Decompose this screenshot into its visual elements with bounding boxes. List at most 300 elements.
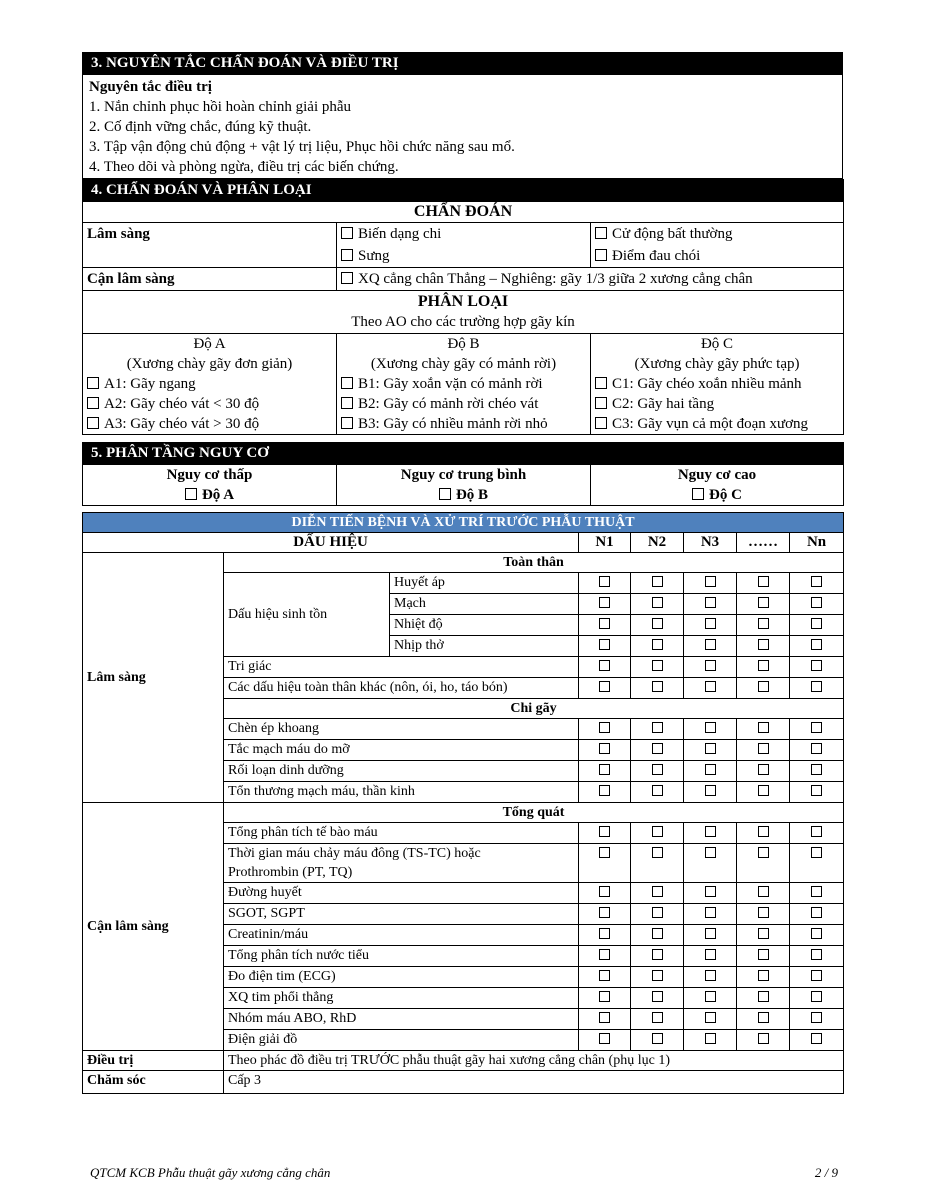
checkbox-cell[interactable] bbox=[737, 657, 790, 678]
classification-title: PHÂN LOẠI bbox=[417, 293, 509, 310]
can-lam-sang-group-label: Cận lâm sàng bbox=[83, 803, 224, 1051]
checkbox-cell[interactable] bbox=[579, 1009, 631, 1030]
checkbox-cell[interactable] bbox=[631, 1009, 684, 1030]
checkbox-item[interactable] bbox=[595, 245, 839, 267]
checkbox-icon[interactable] bbox=[595, 377, 607, 389]
checkbox-cell[interactable] bbox=[790, 678, 844, 699]
checkbox-icon[interactable] bbox=[811, 743, 822, 754]
checkbox-icon[interactable] bbox=[185, 488, 197, 500]
checkbox-icon[interactable] bbox=[758, 618, 769, 629]
checkbox-item[interactable] bbox=[595, 485, 839, 505]
checkbox-cell[interactable] bbox=[737, 904, 790, 925]
checkbox-cell[interactable] bbox=[579, 740, 631, 761]
checkbox-cell[interactable] bbox=[737, 844, 790, 883]
checkbox-icon[interactable] bbox=[599, 743, 610, 754]
checkbox-label: Sưng bbox=[358, 248, 390, 264]
day-header: …… bbox=[737, 533, 790, 553]
checkbox-cell[interactable] bbox=[631, 636, 684, 657]
checkbox-icon[interactable] bbox=[599, 660, 610, 671]
row-label: Nhịp thở bbox=[390, 636, 579, 657]
checkbox-icon[interactable] bbox=[341, 397, 353, 409]
checkbox-icon[interactable] bbox=[758, 764, 769, 775]
checkbox-icon[interactable] bbox=[341, 227, 353, 239]
grade-desc: (Xương chày gãy phức tạp) bbox=[634, 356, 800, 372]
principle-item: 4. Theo dõi và phòng ngừa, điều trị các biến chứng. bbox=[89, 159, 399, 175]
checkbox-icon[interactable] bbox=[599, 597, 610, 608]
checkbox-cell[interactable] bbox=[579, 678, 631, 699]
checkbox-item[interactable] bbox=[341, 374, 586, 394]
checkbox-icon[interactable] bbox=[811, 847, 822, 858]
day-header: Nn bbox=[790, 533, 844, 553]
checkbox-cell[interactable] bbox=[579, 925, 631, 946]
checkbox-icon[interactable] bbox=[705, 764, 716, 775]
checkbox-icon[interactable] bbox=[705, 1012, 716, 1023]
checkbox-icon[interactable] bbox=[811, 576, 822, 587]
page-number: 2 / 9 bbox=[814, 1165, 838, 1180]
checkbox-icon[interactable] bbox=[811, 597, 822, 608]
checkbox-cell[interactable] bbox=[631, 1030, 684, 1051]
risk-title: Nguy cơ thấp bbox=[166, 467, 253, 483]
checkbox-cell[interactable] bbox=[684, 1030, 737, 1051]
can-lam-sang-label: Cận lâm sàng bbox=[83, 268, 337, 291]
checkbox-icon[interactable] bbox=[811, 722, 822, 733]
page-footer bbox=[90, 1165, 838, 1181]
checkbox-cell[interactable] bbox=[737, 782, 790, 803]
section-3-body bbox=[83, 75, 843, 179]
checkbox-cell[interactable] bbox=[631, 678, 684, 699]
checkbox-icon[interactable] bbox=[705, 1033, 716, 1044]
row-label: Đường huyết bbox=[224, 883, 579, 904]
checkbox-cell[interactable] bbox=[631, 657, 684, 678]
checkbox-icon[interactable] bbox=[599, 618, 610, 629]
checkbox-cell[interactable] bbox=[790, 946, 844, 967]
principle-item: 1. Nắn chỉnh phục hồi hoàn chỉnh giải phẫu bbox=[89, 99, 352, 115]
checkbox-item[interactable] bbox=[341, 414, 586, 434]
checkbox-cell[interactable] bbox=[737, 573, 790, 594]
checkbox-icon[interactable] bbox=[811, 949, 822, 960]
checkbox-cell[interactable] bbox=[579, 988, 631, 1009]
checkbox-cell[interactable] bbox=[579, 594, 631, 615]
checkbox-cell[interactable] bbox=[579, 904, 631, 925]
checkbox-label: A3: Gãy chéo vát > 30 độ bbox=[104, 416, 260, 432]
checkbox-icon[interactable] bbox=[811, 970, 822, 981]
can-lam-sang-item[interactable] bbox=[337, 268, 844, 291]
checkbox-cell[interactable] bbox=[684, 782, 737, 803]
checkbox-icon[interactable] bbox=[705, 991, 716, 1002]
checkbox-cell[interactable] bbox=[579, 1030, 631, 1051]
checkbox-label: XQ cẳng chân Thẳng – Nghiêng: gãy 1/3 giữa 2 xương cẳng chân bbox=[358, 271, 753, 287]
checkbox-cell[interactable] bbox=[579, 883, 631, 904]
checkbox-cell[interactable] bbox=[684, 883, 737, 904]
checkbox-cell[interactable] bbox=[737, 678, 790, 699]
checkbox-cell[interactable] bbox=[684, 844, 737, 883]
checkbox-icon[interactable] bbox=[758, 949, 769, 960]
checkbox-cell[interactable] bbox=[737, 823, 790, 844]
sign-header: DẤU HIỆU bbox=[83, 533, 579, 553]
dieu-tri-label: Điều trị bbox=[83, 1051, 224, 1071]
checkbox-icon[interactable] bbox=[811, 639, 822, 650]
checkbox-icon[interactable] bbox=[595, 249, 607, 261]
checkbox-icon[interactable] bbox=[599, 764, 610, 775]
checkbox-item[interactable] bbox=[595, 223, 839, 245]
checkbox-cell[interactable] bbox=[790, 823, 844, 844]
checkbox-icon[interactable] bbox=[758, 847, 769, 858]
checkbox-label: Độ B bbox=[455, 487, 489, 503]
checkbox-icon[interactable] bbox=[652, 785, 663, 796]
checkbox-icon[interactable] bbox=[652, 660, 663, 671]
lam-sang-col1 bbox=[337, 223, 591, 268]
checkbox-icon[interactable] bbox=[652, 764, 663, 775]
checkbox-cell[interactable] bbox=[790, 615, 844, 636]
checkbox-icon[interactable] bbox=[811, 618, 822, 629]
row-label: XQ tim phổi thẳng bbox=[224, 988, 579, 1009]
checkbox-icon[interactable] bbox=[705, 576, 716, 587]
checkbox-item[interactable] bbox=[341, 485, 586, 505]
checkbox-cell[interactable] bbox=[790, 719, 844, 740]
checkbox-icon[interactable] bbox=[595, 417, 607, 429]
section-4-table bbox=[82, 179, 844, 435]
checkbox-cell[interactable] bbox=[631, 988, 684, 1009]
checkbox-cell[interactable] bbox=[790, 967, 844, 988]
checkbox-icon[interactable] bbox=[652, 1033, 663, 1044]
checkbox-cell[interactable] bbox=[790, 904, 844, 925]
checkbox-cell[interactable] bbox=[579, 844, 631, 883]
checkbox-icon[interactable] bbox=[599, 970, 610, 981]
checkbox-cell[interactable] bbox=[790, 740, 844, 761]
checkbox-icon[interactable] bbox=[758, 743, 769, 754]
checkbox-icon[interactable] bbox=[705, 639, 716, 650]
checkbox-item[interactable] bbox=[87, 394, 332, 414]
checkbox-icon[interactable] bbox=[652, 949, 663, 960]
checkbox-cell[interactable] bbox=[579, 946, 631, 967]
checkbox-item[interactable] bbox=[595, 374, 839, 394]
checkbox-cell[interactable] bbox=[631, 740, 684, 761]
checkbox-icon[interactable] bbox=[705, 722, 716, 733]
checkbox-cell[interactable] bbox=[684, 573, 737, 594]
checkbox-cell[interactable] bbox=[790, 844, 844, 883]
checkbox-icon[interactable] bbox=[758, 785, 769, 796]
checkbox-cell[interactable] bbox=[790, 761, 844, 782]
checkbox-icon[interactable] bbox=[652, 991, 663, 1002]
checkbox-cell[interactable] bbox=[737, 967, 790, 988]
checkbox-icon[interactable] bbox=[652, 681, 663, 692]
checkbox-icon[interactable] bbox=[599, 847, 610, 858]
checkbox-cell[interactable] bbox=[737, 883, 790, 904]
checkbox-icon[interactable] bbox=[599, 826, 610, 837]
grade-a bbox=[83, 334, 337, 435]
checkbox-icon[interactable] bbox=[758, 1033, 769, 1044]
checkbox-cell[interactable] bbox=[737, 761, 790, 782]
checkbox-cell[interactable] bbox=[737, 719, 790, 740]
checkbox-cell[interactable] bbox=[631, 925, 684, 946]
row-label: Nhóm máu ABO, RhD bbox=[224, 1009, 579, 1030]
checkbox-icon[interactable] bbox=[652, 743, 663, 754]
dieu-tri-value: Theo phác đồ điều trị TRƯỚC phẫu thuật gãy hai xương cẳng chân (phụ lục 1) bbox=[224, 1051, 844, 1071]
checkbox-icon[interactable] bbox=[705, 970, 716, 981]
checkbox-icon[interactable] bbox=[705, 785, 716, 796]
checkbox-icon[interactable] bbox=[652, 576, 663, 587]
checkbox-item[interactable] bbox=[87, 414, 332, 434]
checkbox-icon[interactable] bbox=[652, 886, 663, 897]
checkbox-icon[interactable] bbox=[652, 970, 663, 981]
classification-header bbox=[83, 291, 844, 334]
checkbox-icon[interactable] bbox=[652, 1012, 663, 1023]
checkbox-cell[interactable] bbox=[579, 615, 631, 636]
checkbox-icon[interactable] bbox=[758, 991, 769, 1002]
checkbox-label: Điểm đau chói bbox=[612, 248, 701, 264]
day-header: N2 bbox=[631, 533, 684, 553]
row-label: Tổn thương mạch máu, thần kinh bbox=[224, 782, 579, 803]
checkbox-cell[interactable] bbox=[737, 636, 790, 657]
checkbox-icon[interactable] bbox=[705, 949, 716, 960]
checkbox-cell[interactable] bbox=[579, 657, 631, 678]
checkbox-cell[interactable] bbox=[737, 1009, 790, 1030]
risk-low bbox=[83, 465, 337, 506]
checkbox-icon[interactable] bbox=[811, 928, 822, 939]
checkbox-icon[interactable] bbox=[705, 597, 716, 608]
checkbox-label: C2: Gãy hai tầng bbox=[612, 396, 715, 412]
diagnosis-title: CHẨN ĐOÁN bbox=[83, 202, 844, 223]
checkbox-cell[interactable] bbox=[579, 636, 631, 657]
checkbox-label: Độ A bbox=[201, 487, 235, 503]
checkbox-cell[interactable] bbox=[684, 615, 737, 636]
principle-item: 2. Cố định vững chắc, đúng kỹ thuật. bbox=[89, 119, 312, 135]
checkbox-icon[interactable] bbox=[599, 785, 610, 796]
checkbox-icon[interactable] bbox=[599, 1033, 610, 1044]
risk-title: Nguy cơ trung bình bbox=[400, 467, 527, 483]
checkbox-icon[interactable] bbox=[599, 681, 610, 692]
footer-title: QTCM KCB Phẫu thuật gãy xương cẳng chân bbox=[90, 1165, 331, 1180]
checkbox-cell[interactable] bbox=[631, 904, 684, 925]
checkbox-icon[interactable] bbox=[758, 576, 769, 587]
checkbox-item[interactable] bbox=[595, 414, 839, 434]
checkbox-icon[interactable] bbox=[705, 743, 716, 754]
checkbox-cell[interactable] bbox=[579, 761, 631, 782]
checkbox-cell[interactable] bbox=[790, 782, 844, 803]
checkbox-icon[interactable] bbox=[811, 785, 822, 796]
checkbox-cell[interactable] bbox=[684, 657, 737, 678]
progress-table bbox=[82, 512, 844, 1094]
checkbox-label: C1: Gãy chéo xoắn nhiều mảnh bbox=[612, 376, 802, 392]
row-label: Mạch bbox=[390, 594, 579, 615]
checkbox-icon[interactable] bbox=[692, 488, 704, 500]
grade-name: Độ B bbox=[447, 336, 480, 352]
checkbox-cell[interactable] bbox=[737, 988, 790, 1009]
checkbox-cell[interactable] bbox=[737, 740, 790, 761]
checkbox-cell[interactable] bbox=[631, 615, 684, 636]
checkbox-cell[interactable] bbox=[579, 967, 631, 988]
checkbox-icon[interactable] bbox=[758, 928, 769, 939]
checkbox-cell[interactable] bbox=[737, 1030, 790, 1051]
checkbox-label: B2: Gãy có mảnh rời chéo vát bbox=[358, 396, 539, 412]
checkbox-cell[interactable] bbox=[790, 636, 844, 657]
checkbox-cell[interactable] bbox=[631, 573, 684, 594]
checkbox-icon[interactable] bbox=[341, 377, 353, 389]
checkbox-icon[interactable] bbox=[705, 907, 716, 918]
checkbox-cell[interactable] bbox=[579, 573, 631, 594]
checkbox-icon[interactable] bbox=[652, 722, 663, 733]
checkbox-icon[interactable] bbox=[811, 681, 822, 692]
checkbox-icon[interactable] bbox=[652, 847, 663, 858]
document-page bbox=[82, 52, 843, 1094]
checkbox-icon[interactable] bbox=[652, 597, 663, 608]
checkbox-label: A1: Gãy ngang bbox=[104, 376, 196, 392]
checkbox-icon[interactable] bbox=[811, 886, 822, 897]
checkbox-cell[interactable] bbox=[684, 967, 737, 988]
checkbox-icon[interactable] bbox=[758, 660, 769, 671]
checkbox-cell[interactable] bbox=[684, 719, 737, 740]
checkbox-item[interactable] bbox=[341, 223, 586, 245]
checkbox-cell[interactable] bbox=[631, 967, 684, 988]
checkbox-cell[interactable] bbox=[631, 719, 684, 740]
checkbox-icon[interactable] bbox=[599, 886, 610, 897]
checkbox-cell[interactable] bbox=[737, 925, 790, 946]
checkbox-cell[interactable] bbox=[737, 594, 790, 615]
lam-sang-group-label: Lâm sàng bbox=[83, 553, 224, 803]
checkbox-cell[interactable] bbox=[684, 594, 737, 615]
checkbox-cell[interactable] bbox=[684, 946, 737, 967]
section-5-table bbox=[82, 442, 844, 506]
checkbox-icon[interactable] bbox=[87, 397, 99, 409]
checkbox-cell[interactable] bbox=[631, 946, 684, 967]
checkbox-cell[interactable] bbox=[631, 823, 684, 844]
row-label: Các dấu hiệu toàn thân khác (nôn, ói, ho, táo bón) bbox=[224, 678, 579, 699]
checkbox-icon[interactable] bbox=[87, 417, 99, 429]
checkbox-icon[interactable] bbox=[705, 681, 716, 692]
checkbox-icon[interactable] bbox=[811, 826, 822, 837]
checkbox-cell[interactable] bbox=[684, 1009, 737, 1030]
row-label: SGOT, SGPT bbox=[224, 904, 579, 925]
checkbox-icon[interactable] bbox=[811, 1012, 822, 1023]
checkbox-cell[interactable] bbox=[684, 761, 737, 782]
checkbox-cell[interactable] bbox=[790, 883, 844, 904]
checkbox-icon[interactable] bbox=[758, 886, 769, 897]
checkbox-cell[interactable] bbox=[790, 1009, 844, 1030]
grade-name: Độ A bbox=[193, 336, 226, 352]
checkbox-cell[interactable] bbox=[684, 823, 737, 844]
risk-title: Nguy cơ cao bbox=[677, 467, 757, 483]
checkbox-icon[interactable] bbox=[811, 907, 822, 918]
tong-quat-label: Tổng quát bbox=[224, 803, 844, 823]
checkbox-icon[interactable] bbox=[599, 1012, 610, 1023]
section-3-subtitle: Nguyên tắc điều trị bbox=[89, 79, 212, 95]
checkbox-icon[interactable] bbox=[599, 907, 610, 918]
checkbox-cell[interactable] bbox=[684, 678, 737, 699]
checkbox-icon[interactable] bbox=[652, 639, 663, 650]
checkbox-icon[interactable] bbox=[599, 991, 610, 1002]
checkbox-icon[interactable] bbox=[652, 907, 663, 918]
checkbox-cell[interactable] bbox=[684, 925, 737, 946]
checkbox-icon[interactable] bbox=[599, 928, 610, 939]
checkbox-icon[interactable] bbox=[599, 639, 610, 650]
checkbox-icon[interactable] bbox=[595, 397, 607, 409]
classification-subtitle: Theo AO cho các trường hợp gãy kín bbox=[351, 314, 575, 330]
checkbox-item[interactable] bbox=[87, 485, 332, 505]
checkbox-cell[interactable] bbox=[631, 844, 684, 883]
checkbox-icon[interactable] bbox=[705, 886, 716, 897]
toan-than-label: Toàn thân bbox=[224, 553, 844, 573]
checkbox-cell[interactable] bbox=[579, 823, 631, 844]
checkbox-icon[interactable] bbox=[811, 991, 822, 1002]
checkbox-icon[interactable] bbox=[705, 826, 716, 837]
checkbox-cell[interactable] bbox=[684, 988, 737, 1009]
checkbox-cell[interactable] bbox=[790, 1030, 844, 1051]
checkbox-icon[interactable] bbox=[599, 722, 610, 733]
checkbox-cell[interactable] bbox=[684, 740, 737, 761]
checkbox-cell[interactable] bbox=[684, 636, 737, 657]
checkbox-icon[interactable] bbox=[758, 826, 769, 837]
checkbox-label: B3: Gãy có nhiều mảnh rời nhỏ bbox=[358, 416, 548, 432]
checkbox-cell[interactable] bbox=[631, 883, 684, 904]
checkbox-icon[interactable] bbox=[758, 970, 769, 981]
checkbox-icon[interactable] bbox=[758, 1012, 769, 1023]
checkbox-icon[interactable] bbox=[599, 949, 610, 960]
checkbox-icon[interactable] bbox=[758, 907, 769, 918]
checkbox-cell[interactable] bbox=[631, 594, 684, 615]
vital-signs-label: Dấu hiệu sinh tồn bbox=[224, 573, 390, 657]
checkbox-cell[interactable] bbox=[790, 988, 844, 1009]
checkbox-icon[interactable] bbox=[652, 826, 663, 837]
checkbox-cell[interactable] bbox=[579, 782, 631, 803]
checkbox-icon[interactable] bbox=[341, 272, 353, 284]
checkbox-icon[interactable] bbox=[439, 488, 451, 500]
checkbox-cell[interactable] bbox=[737, 946, 790, 967]
checkbox-icon[interactable] bbox=[652, 618, 663, 629]
checkbox-cell[interactable] bbox=[684, 904, 737, 925]
checkbox-cell[interactable] bbox=[737, 615, 790, 636]
checkbox-cell[interactable] bbox=[790, 925, 844, 946]
checkbox-icon[interactable] bbox=[705, 847, 716, 858]
checkbox-item[interactable] bbox=[341, 245, 586, 267]
checkbox-icon[interactable] bbox=[705, 660, 716, 671]
checkbox-icon[interactable] bbox=[811, 764, 822, 775]
checkbox-icon[interactable] bbox=[705, 618, 716, 629]
checkbox-icon[interactable] bbox=[758, 597, 769, 608]
checkbox-icon[interactable] bbox=[87, 377, 99, 389]
checkbox-icon[interactable] bbox=[599, 576, 610, 587]
section-4-heading: 4. CHẨN ĐOÁN VÀ PHÂN LOẠI bbox=[83, 180, 844, 202]
checkbox-item[interactable] bbox=[341, 394, 586, 414]
checkbox-label: Biến dạng chi bbox=[358, 226, 442, 242]
checkbox-icon[interactable] bbox=[652, 928, 663, 939]
checkbox-icon[interactable] bbox=[341, 417, 353, 429]
checkbox-label: C3: Gãy vụn cả một đoạn xương bbox=[612, 416, 809, 432]
checkbox-icon[interactable] bbox=[811, 660, 822, 671]
row-label: Tắc mạch máu do mỡ bbox=[224, 740, 579, 761]
checkbox-icon[interactable] bbox=[758, 639, 769, 650]
grade-c bbox=[591, 334, 844, 435]
checkbox-icon[interactable] bbox=[595, 227, 607, 239]
checkbox-icon[interactable] bbox=[705, 928, 716, 939]
checkbox-icon[interactable] bbox=[758, 681, 769, 692]
checkbox-cell[interactable] bbox=[790, 657, 844, 678]
checkbox-label: B1: Gãy xoắn vặn có mảnh rời bbox=[358, 376, 543, 392]
day-header: N3 bbox=[684, 533, 737, 553]
checkbox-icon[interactable] bbox=[811, 1033, 822, 1044]
checkbox-cell[interactable] bbox=[631, 761, 684, 782]
checkbox-cell[interactable] bbox=[790, 573, 844, 594]
checkbox-cell[interactable] bbox=[579, 719, 631, 740]
lam-sang-label: Lâm sàng bbox=[83, 223, 337, 268]
row-label: Tổng phân tích nước tiểu bbox=[224, 946, 579, 967]
checkbox-icon[interactable] bbox=[341, 249, 353, 261]
checkbox-cell[interactable] bbox=[790, 594, 844, 615]
checkbox-item[interactable] bbox=[87, 374, 332, 394]
checkbox-cell[interactable] bbox=[631, 782, 684, 803]
checkbox-item[interactable] bbox=[595, 394, 839, 414]
checkbox-icon[interactable] bbox=[758, 722, 769, 733]
row-label: Chèn ép khoang bbox=[224, 719, 579, 740]
